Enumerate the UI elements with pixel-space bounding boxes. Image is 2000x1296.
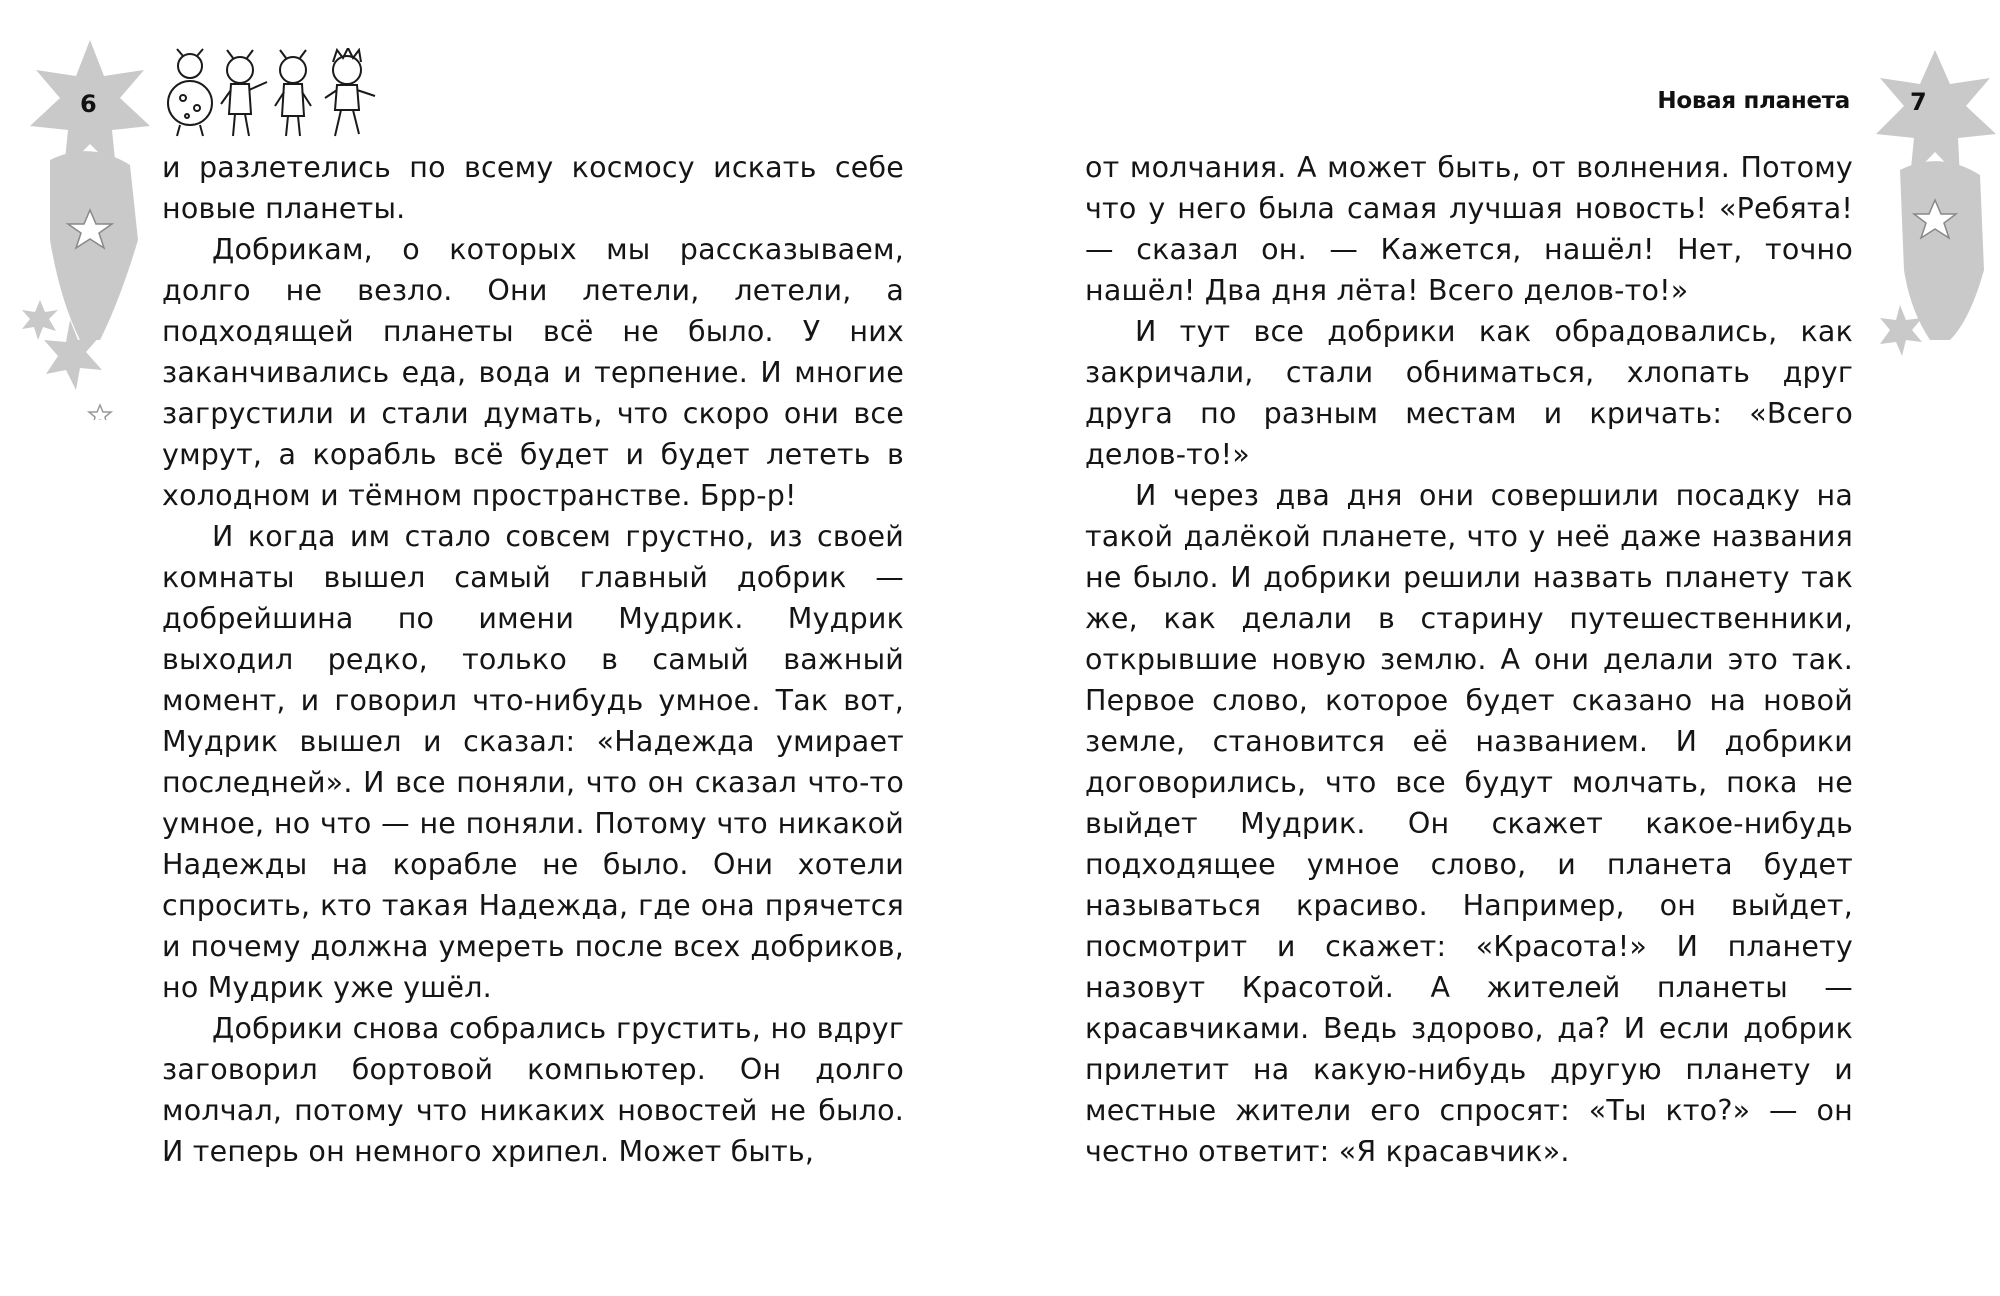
paragraph: И через два дня они совершили посадку на такой далёкой планете, что у неё даже названия не было. И добрики решили назвать планету так же, как делали в старину путешественники, открывшие новую землю. А они делали это так. Первое слово, которое будет сказано на новой земле, становится её названием. И добрики договорились, что все будут молчать, пока не выйдет Мудрик. Он скажет какое-нибудь подходящее умное слово, и планета будет называться красиво. Например, он выйдет, посмотрит и скажет: «Красота!» И планету назовут Красотой. А жителей планеты — красавчиками. Ведь здорово, да? И если добрик прилетит на какую-нибудь другую планету и местные жители его спросят: «Ты кто?» — он честно ответит: «Я красавчик». bbox=[1085, 479, 1853, 1168]
four-cartoon-characters-icon bbox=[165, 48, 380, 138]
running-head: Новая планета bbox=[1657, 88, 1850, 114]
page-number: 7 bbox=[1910, 88, 1927, 116]
paragraph: и разлетелись по всему космосу искать себе новые планеты. bbox=[162, 151, 904, 225]
paragraph: Добрики снова собрались грустить, но вдруг заговорил бортовой компьютер. Он долго молчал, потому что никаких новостей не было. И теперь он немного хрипел. Может быть, bbox=[162, 1012, 904, 1168]
page-number: 6 bbox=[80, 90, 97, 118]
right-page bbox=[1000, 0, 2000, 1296]
paragraph: И когда им стало совсем грустно, из своей комнаты вышел самый главный добрик — добрейшина по имени Мудрик. Мудрик выходил редко, только в самый важный момент, и говорил что-нибудь умное. Так вот, Мудрик вышел и сказал: «Надежда умирает последней». И все поняли, что он сказал что-то умное, но что — не поняли. Потому что никакой Надежды на корабле не было. Они хотели спросить, кто такая Надежда, где она прячется и почему должна умереть после всех добриков, но Мудрик уже ушёл. bbox=[162, 520, 904, 1004]
paragraph: от молчания. А может быть, от волнения. Потому что у него была самая лучшая новость! «Ребята! — сказал он. — Кажется, нашёл! Нет, точно нашёл! Два дня лёта! Всего делов-то!» bbox=[1085, 151, 1853, 307]
paragraph: И тут все добрики как обрадовались, как закричали, стали обниматься, хлопать друг друга по разным местам и кричать: «Всего делов-то!» bbox=[1085, 315, 1853, 471]
paragraph: Добрикам, о которых мы рассказываем, долго не везло. Они летели, летели, а подходящей планеты всё не было. У них заканчивались еда, вода и терпение. И многие загрустили и стали думать, что скоро они все умрут, а корабль всё будет и будет лететь в холодном и тёмном пространстве. Брр-р! bbox=[162, 233, 904, 512]
right-page-body bbox=[1085, 147, 1853, 1172]
left-page-body bbox=[162, 147, 904, 1172]
star-splash-icon bbox=[1860, 50, 2000, 390]
